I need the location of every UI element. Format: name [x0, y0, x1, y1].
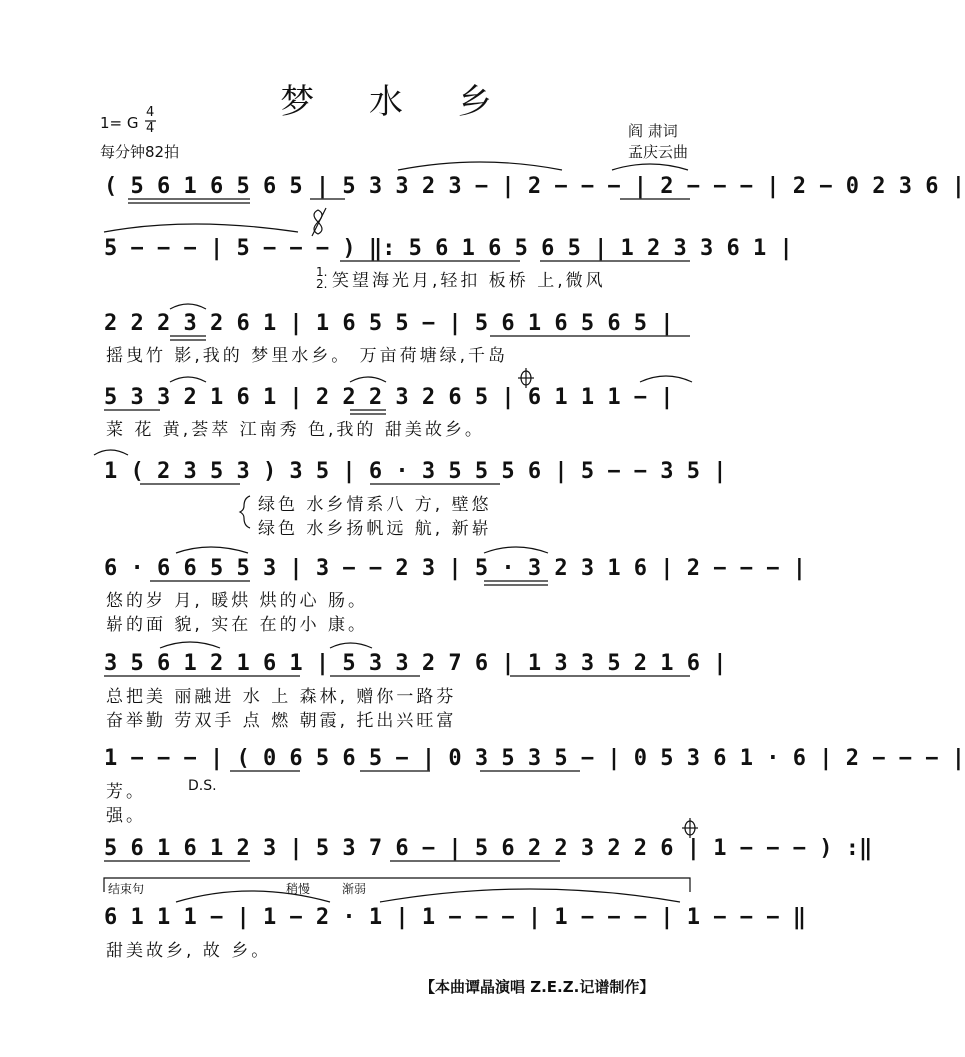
lyric-line: 芳。 — [106, 782, 146, 802]
lyric-line: 奋举勤 劳双手 点 燃 朝霞, 托出兴旺富 — [106, 711, 457, 731]
lyric-line: 笑望海光月,轻扣 板桥 上,微风 — [332, 271, 606, 291]
lyric-line: 绿色 水乡情系八 方, 壁悠 — [258, 495, 492, 515]
tempo: 每分钟82拍 — [100, 143, 180, 161]
lyric-line: 强。 — [106, 806, 146, 826]
music-line: 5 3 3 2 1 6 1 | 2 2 2 3 2 6 5 | 6 1 1 1 − | — [104, 385, 674, 410]
music-line: 2 2 2 3 2 6 1 | 1 6 5 5 − | 5 6 1 6 5 6 5 | — [104, 311, 674, 336]
lyric-line: 崭的面 貌, 实在 在的小 康。 — [106, 615, 369, 635]
slow-label: 稍慢 — [286, 882, 311, 896]
lyric-line: 甜美故乡, 故 乡。 — [106, 941, 272, 961]
lyric-line: 摇曳竹 影,我的 梦里水乡。 万亩荷塘绿,千岛 — [106, 346, 509, 366]
page-title: 梦 水 乡 — [280, 82, 514, 122]
music-line: ( 5 6 1 6 5 6 5 | 5 3 3 2 3 − | 2 − − − | 2 − − − | 2 − 0 2 3 6 | — [104, 174, 965, 199]
time-signature-bottom: 4 — [146, 121, 155, 136]
music-line: 1 ( 2 3 5 3 ) 3 5 | 6 · 3 5 5 5 6 | 5 − − 3 5 | — [104, 459, 727, 484]
music-line: 6 1 1 1 − | 1 − 2 · 1 | 1 − − − | 1 − − − | 1 − − − ‖ — [104, 905, 806, 930]
lyricist: 阎 肃词 — [628, 122, 678, 140]
key-signature: 1= G — [100, 114, 139, 132]
lyric-line: 总把美 丽融进 水 上 森林, 赠你一路芬 — [106, 687, 457, 707]
ending-label: 结束句 — [108, 882, 145, 896]
ds-mark: D.S. — [188, 778, 217, 794]
lyric-line: 菜 花 黄,荟萃 江南秀 色,我的 甜美故乡。 — [106, 420, 485, 440]
lyric-line: 绿色 水乡扬帆远 航, 新崭 — [258, 519, 492, 539]
music-line: 1 − − − | ( 0 6 5 6 5 − | 0 3 5 3 5 − | 0 5 3 6 1 · 6 | 2 − − − | — [104, 746, 965, 771]
music-line: 6 · 6 6 5 5 3 | 3 − − 2 3 | 5 · 3 2 3 1 6 | 2 − − − | — [104, 556, 806, 581]
music-line: 5 − − − | 5 − − − ) ‖: 5 6 1 6 5 6 5 | 1 2 3 3 6 1 | — [104, 236, 793, 261]
fade-label: 渐弱 — [342, 882, 367, 896]
music-line: 5 6 1 6 1 2 3 | 5 3 7 6 − | 5 6 2 2 3 2 2 6 | 1 − − − ) :‖ — [104, 836, 873, 861]
composer: 孟庆云曲 — [628, 143, 689, 161]
time-signature-top: 4 — [146, 105, 155, 120]
footer-credit: 【本曲谭晶演唱 Z.E.Z.记谱制作】 — [420, 978, 655, 996]
music-line: 3 5 6 1 2 1 6 1 | 5 3 3 2 7 6 | 1 3 3 5 2 1 6 | — [104, 651, 727, 676]
lyric-line: 悠的岁 月, 暖烘 烘的心 肠。 — [106, 591, 369, 611]
verse-marks: 1. 2. — [316, 265, 328, 291]
